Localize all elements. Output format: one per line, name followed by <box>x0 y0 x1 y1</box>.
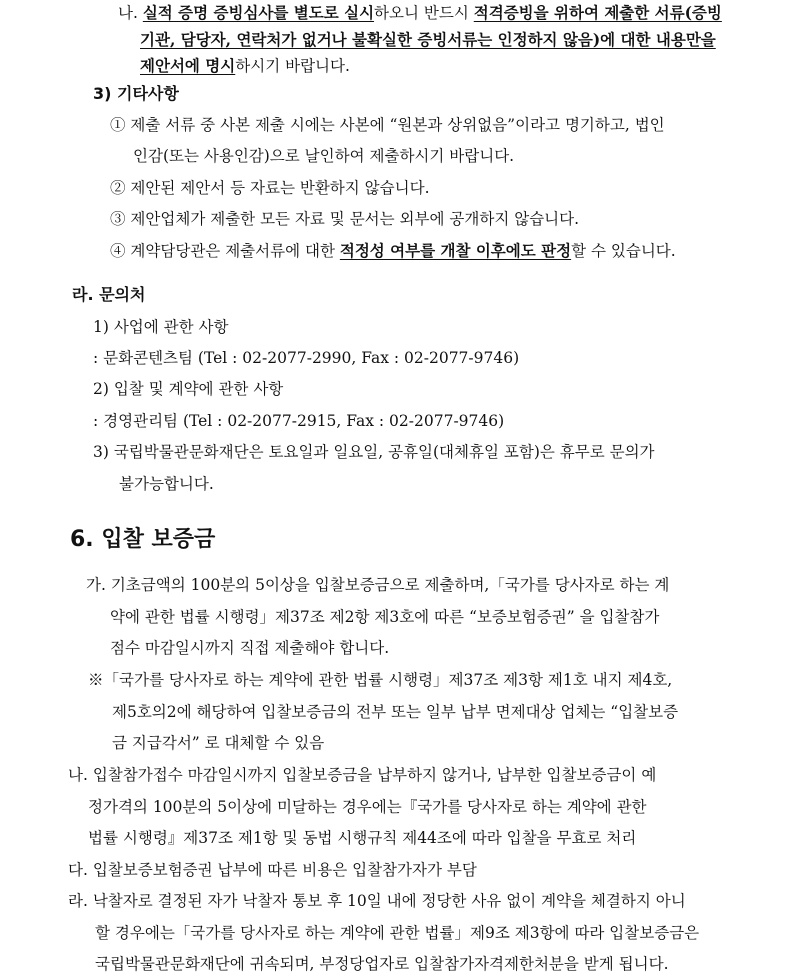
emphasis-text: 적정성 여부를 개찰 이후에도 판정 <box>339 241 572 260</box>
emphasis-text: 실적 증명 증빙심사를 별도로 실시 <box>142 3 375 22</box>
bond-item-da: 다. 입찰보증보험증권 납부에 따른 비용은 입찰참가자가 부담 <box>68 861 477 879</box>
bond-item-ra-line3: 국립박물관문화재단에 귀속되며, 부정당업자로 입찰참가자격제한처분을 받게 됩니다. <box>95 955 669 973</box>
bond-item-na-line2: 정가격의 100분의 5이상에 미달하는 경우에는『국가를 당사자로 하는 계약에 관한 <box>88 798 647 816</box>
top-item-na-line1: 나. 실적 증명 증빙심사를 별도로 실시하오니 반드시 적격증빙을 위하여 제출한 서류(증빙 <box>118 3 722 22</box>
emphasis-text: 제안서에 명시 <box>140 56 236 75</box>
etc-item-3: ③ 제안업체가 제출한 모든 자료 및 문서는 외부에 공개하지 않습니다. <box>110 210 580 228</box>
top-item-na-line2: 기관, 담당자, 연락처가 없거나 불확실한 증빙서류는 인정하지 않음)에 대한 내용만을 <box>140 30 716 49</box>
etc-heading: 3) 기타사항 <box>93 84 179 103</box>
contact-item-1-detail: : 문화콘텐츠팀 (Tel : 02-2077-2990, Fax : 02-2077-9746) <box>93 349 520 367</box>
top-item-na-line3: 제안서에 명시하시기 바랍니다. <box>140 56 350 75</box>
section-6-title: 6. 입찰 보증금 <box>70 527 216 552</box>
etc-item-4: ④ 계약담당관은 제출서류에 대한 적정성 여부를 개찰 이후에도 판정할 수 있습니다. <box>110 241 676 260</box>
etc-item-2: ② 제안된 제안서 등 자료는 반환하지 않습니다. <box>110 179 430 197</box>
contact-item-3-line2: 불가능합니다. <box>119 475 214 493</box>
bond-item-ra-line2: 할 경우에는「국가를 당사자로 하는 계약에 관한 법률」제9조 제3항에 따라 입찰보증금은 <box>95 924 700 942</box>
bond-item-ga-line1: 가. 기초금액의 100분의 5이상을 입찰보증금으로 제출하며,「국가를 당사자로 하는 계 <box>86 576 670 594</box>
bond-item-ga-line2: 약에 관한 법률 시행령」제37조 제2항 제3호에 따른 “보증보험증권” 을 입찰참가 <box>110 608 660 626</box>
bond-item-na-line1: 나. 입찰참가접수 마감일시까지 입찰보증금을 납부하지 않거나, 납부한 입찰보증금이 예 <box>68 766 657 784</box>
bond-note-line2: 제5호의2에 해당하여 입찰보증금의 전부 또는 일부 납부 면제대상 업체는 “입찰보증 <box>112 703 679 721</box>
bond-note-line1: ※「국가를 당사자로 하는 계약에 관한 법률 시행령」제37조 제3항 제1호 내지 제4호, <box>88 671 673 689</box>
contact-item-3-line1: 3) 국립박물관문화재단은 토요일과 일요일, 공휴일(대체휴일 포함)은 휴무로 문의가 <box>93 443 655 461</box>
bond-item-na-line3: 법률 시행령』제37조 제1항 및 동법 시행규칙 제44조에 따라 입찰을 무효로 처리 <box>88 829 637 847</box>
bond-item-ra-line1: 라. 낙찰자로 결정된 자가 낙찰자 통보 후 10일 내에 정당한 사유 없이 계약을 체결하지 아니 <box>68 892 686 910</box>
contact-heading: 라. 문의처 <box>72 285 146 304</box>
contact-item-2: 2) 입찰 및 계약에 관한 사항 <box>93 380 284 398</box>
bond-note-line3: 금 지급각서” 로 대체할 수 있음 <box>112 734 325 752</box>
contact-item-2-detail: : 경영관리팀 (Tel : 02-2077-2915, Fax : 02-2077-9746) <box>93 412 505 430</box>
emphasis-text: 적격증빙을 위하여 제출한 서류(증빙 <box>473 3 722 22</box>
etc-item-1-line1: ① 제출 서류 중 사본 제출 시에는 사본에 “원본과 상위없음”이라고 명기하고, 법인 <box>110 116 665 134</box>
contact-item-1: 1) 사업에 관한 사항 <box>93 318 229 336</box>
etc-item-1-line2: 인감(또는 사용인감)으로 날인하여 제출하시기 바랍니다. <box>133 147 515 165</box>
bond-item-ga-line3: 점수 마감일시까지 직접 제출해야 합니다. <box>110 639 390 657</box>
